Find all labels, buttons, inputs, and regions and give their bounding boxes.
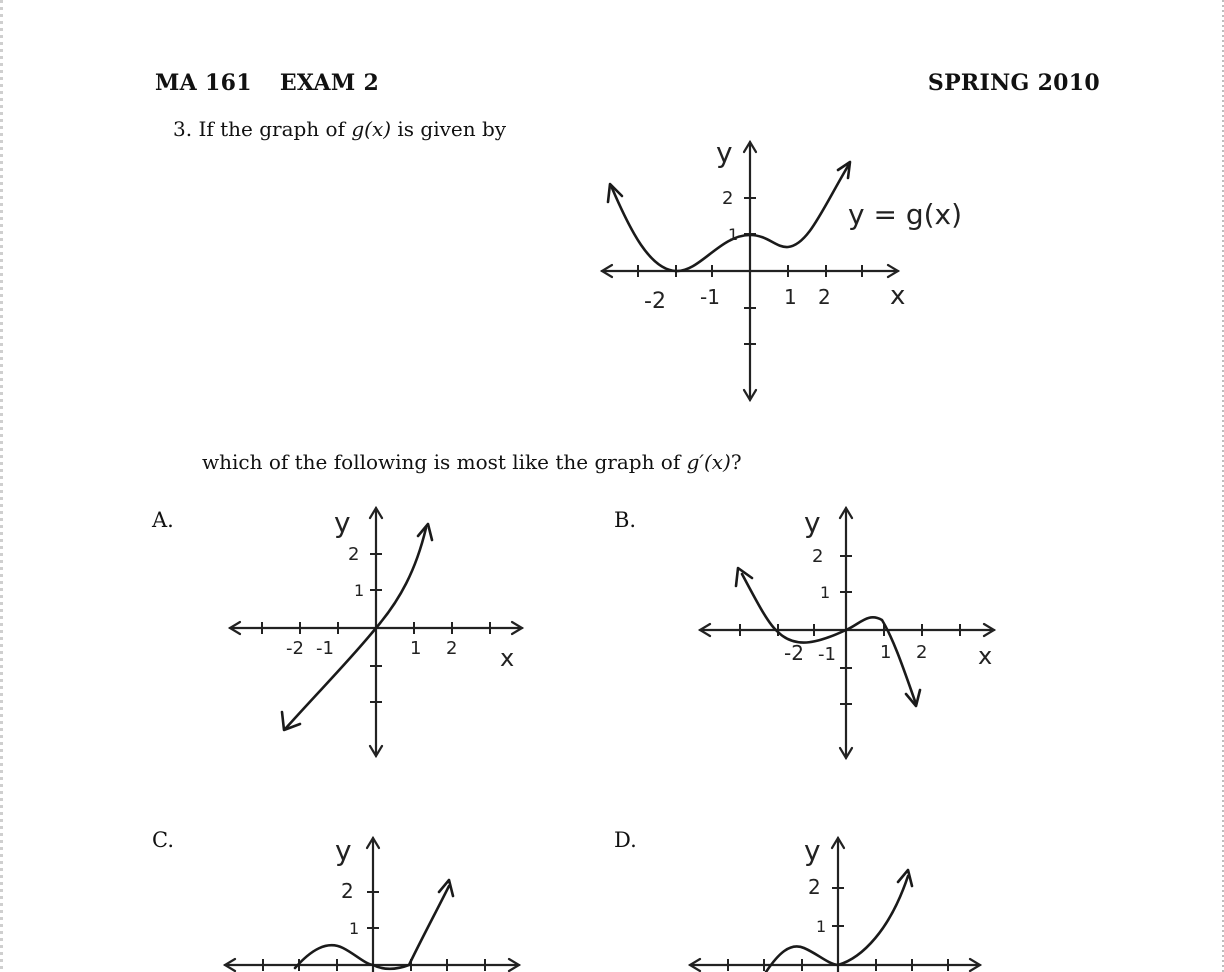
question-intro <box>173 117 506 141</box>
option-c-y-tick-2: 2 <box>341 879 354 903</box>
question-ask-tail: ? <box>730 450 742 474</box>
function-g: g(x) <box>351 117 392 141</box>
option-d-y-label: y <box>804 834 821 867</box>
option-b-y-label: y <box>804 506 821 539</box>
question-ask-text: which of the following is most like the graph of <box>202 450 687 474</box>
question-intro-text: 3. If the graph of <box>173 117 352 141</box>
option-a-x-tick-neg1: -1 <box>316 638 334 659</box>
option-b-x-tick-neg1: -1 <box>818 644 836 665</box>
main-x-tick-neg1: -1 <box>700 285 720 309</box>
option-a-y-tick-2: 2 <box>348 544 360 565</box>
main-y-tick-1: 1 <box>728 225 739 244</box>
option-a-x-tick-neg2: -2 <box>286 638 304 659</box>
g-curve-arrow-right <box>838 162 850 178</box>
question-intro-tail: is given by <box>391 117 507 141</box>
main-x-tick-neg2: -2 <box>644 289 666 314</box>
option-b-letter[interactable]: B. <box>614 508 637 532</box>
question-ask <box>202 450 742 474</box>
option-a-x-tick-1: 1 <box>410 638 422 659</box>
option-a-graph[interactable] <box>220 500 540 770</box>
main-y-tick-2: 2 <box>722 188 734 209</box>
exam-term: SPRING 2010 <box>927 70 1100 96</box>
option-b-y-tick-2: 2 <box>812 546 824 567</box>
option-c-graph[interactable] <box>215 830 535 972</box>
main-y-label: y <box>716 136 733 169</box>
option-b-y-tick-1: 1 <box>820 583 831 602</box>
option-d-letter[interactable]: D. <box>614 828 637 852</box>
main-x-tick-2: 2 <box>818 285 831 309</box>
option-a-y-tick-1: 1 <box>354 581 365 600</box>
option-c-letter[interactable]: C. <box>152 828 174 852</box>
exam-header-left <box>155 70 407 96</box>
option-d-y-tick-2: 2 <box>808 875 821 899</box>
option-b-x-tick-1: 1 <box>880 642 892 663</box>
option-b-graph[interactable] <box>690 500 1010 770</box>
g-curve <box>612 166 848 271</box>
option-a-y-label: y <box>334 506 351 539</box>
main-curve-label: y = g(x) <box>848 198 963 231</box>
option-d-y-tick-1: 1 <box>816 917 827 936</box>
option-b-x-tick-neg2: -2 <box>784 641 804 665</box>
option-c-y-label: y <box>335 834 352 867</box>
main-x-label: x <box>890 281 906 311</box>
option-b-x-label: x <box>978 642 993 670</box>
option-c-y-tick-1: 1 <box>349 919 360 938</box>
main-graph-g <box>590 130 990 410</box>
function-g-prime: g′(x) <box>686 450 731 474</box>
option-a-x-tick-2: 2 <box>446 638 458 659</box>
course-code: MA 161 <box>155 70 252 96</box>
scan-left-edge <box>0 0 3 972</box>
option-d-graph[interactable] <box>680 830 1000 972</box>
main-x-tick-1: 1 <box>784 285 797 309</box>
exam-name: EXAM 2 <box>279 70 380 96</box>
option-b-x-tick-2: 2 <box>916 642 928 663</box>
option-a-x-label: x <box>500 644 515 672</box>
option-a-letter[interactable]: A. <box>152 508 174 532</box>
